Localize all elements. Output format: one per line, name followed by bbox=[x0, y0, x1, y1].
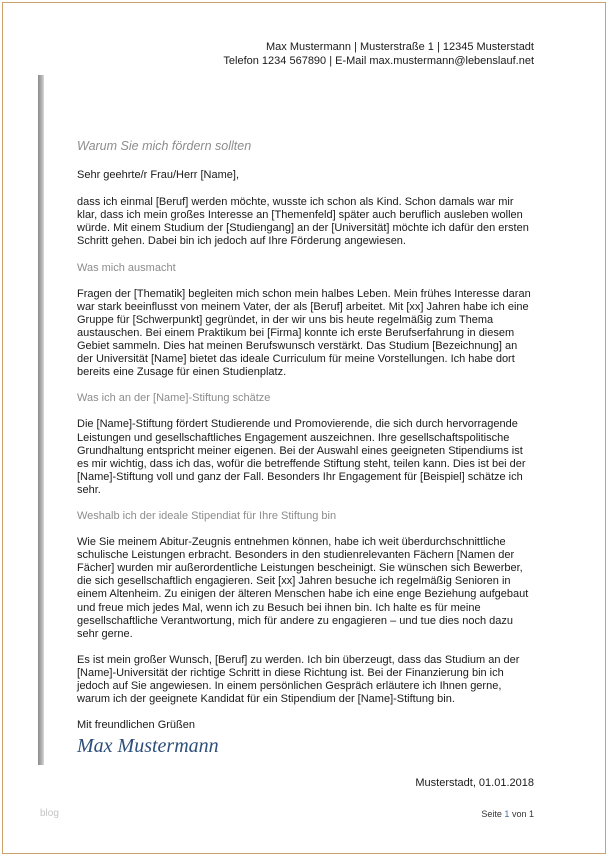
page-total: 1 bbox=[528, 809, 534, 819]
page-separator: von bbox=[511, 809, 527, 819]
page-prefix: Seite bbox=[481, 809, 502, 819]
section-heading: Weshalb ich der ideale Stipendiat für Ihre Stiftung bin bbox=[77, 509, 337, 522]
letter-body bbox=[77, 139, 535, 758]
salutation: Sehr geehrte/r Frau/Herr [Name], bbox=[77, 169, 240, 182]
section-heading: Was mich ausmacht bbox=[77, 261, 176, 274]
letter-subject: Warum Sie mich fördern sollten bbox=[77, 139, 252, 153]
conclusion-paragraph: Es ist mein großer Wunsch, [Beruf] zu werden. Ich bin überzeugt, dass das Studium an der [Name]-Universität der richtige Schritt in diese Richtung ist. Bei der Finanzierung bin ich jedoch auf Sie angewiesen. In einem persönlichen Gespräch erläutere ich Ihnen gerne, warum ich der geeignete Kandidat für ein Stipendium der [Name]-Stiftung bin. bbox=[77, 653, 520, 706]
section-heading: Was ich an der [Name]-Stiftung schätze bbox=[77, 392, 271, 405]
footer-watermark: blog bbox=[40, 808, 59, 819]
closing-phrase: Mit freundlichen Grüßen bbox=[77, 719, 195, 732]
page-current: 1 bbox=[504, 809, 510, 819]
section-paragraph: Die [Name]-Stiftung fördert Studierende und Promovierende, die sich durch hervorragende Leistungen und gesellschaftliches Engagement auszeichnen. Ihre gesellschaftspolitische Grundhaltung entspricht meiner eigenen. Bei der Auswahl eines geeigneten Stipendiums ist es mir wichtig, dass ich das, wofür die betreffende Stiftung steht, teilen kann. Dies ist bei der [Name]-Stiftung voll und ganz der Fall. Besonders Ihr Engagement für [Beispiel] schätze ich sehr. bbox=[77, 418, 526, 496]
sender-contact-line: Telefon 1234 567890 | E-Mail max.mustermann@lebenslauf.net bbox=[223, 55, 534, 67]
signature: Max Mustermann bbox=[77, 735, 219, 758]
page-number bbox=[481, 809, 534, 819]
section-paragraph: Wie Sie meinem Abitur-Zeugnis entnehmen können, habe ich weit überdurchschnittliche schulische Leistungen erbracht. Besonders in den studienrelevanten Fächern [Namen der Fächer] wurden mir außerordentliche Leistungen bescheinigt. Sie wünschen sich Bewerber, die sich gesellschaftlich engagieren. Seit [xx] Jahren besuche ich regelmäßig Senioren in einem Altenheim. Zu einigen der älteren Menschen habe ich eine enge Beziehung aufgebaut und freue mich jedes Mal, wenn ich zu Besuch bei ihnen bin. Ich halte es für meine gesellschaftliche Verantwortung, mich für andere zu engagieren – und tue dies noch dazu sehr gerne. bbox=[77, 536, 529, 640]
intro-paragraph: dass ich einmal [Beruf] werden möchte, wusste ich schon als Kind. Schon damals war mir klar, dass ich mein großes Interesse an [Themenfeld] später auch beruflich ausleben wollen würde. Mit einem Studium der [Studiengang] an der [Universität] möchte ich dafür den ersten Schritt gehen. Dabei bin ich jedoch auf Ihre Förderung angewiesen. bbox=[77, 196, 529, 248]
section-paragraph: Fragen der [Thematik] begleiten mich schon mein halbes Leben. Mein frühes Interesse daran war stark beeinflusst von meinem Vater, der als [Beruf] arbeitet. Mit [xx] Jahren habe ich eine Gruppe für [Schwerpunkt] gegründet, in der wir uns bis heute regelmäßig zum Thema austauschen. Bei einem Praktikum bei [Firma] konnte ich erste Berufserfahrung in diesem Gebiet sammeln. Dies hat meinen Berufswunsch verstärkt. Das Studium [Bezeichnung] an der Universität [Name] bietet das ideale Curriculum für meine Vorstellungen. Ich habe dort bereits eine Zusage für einen Studienplatz. bbox=[77, 287, 531, 379]
decorative-sidebar-bar bbox=[38, 75, 44, 765]
sender-header bbox=[223, 40, 534, 68]
place-date-line: Musterstadt, 01.01.2018 bbox=[415, 777, 534, 789]
sender-address-line: Max Mustermann | Musterstraße 1 | 12345 Musterstadt bbox=[266, 41, 534, 53]
